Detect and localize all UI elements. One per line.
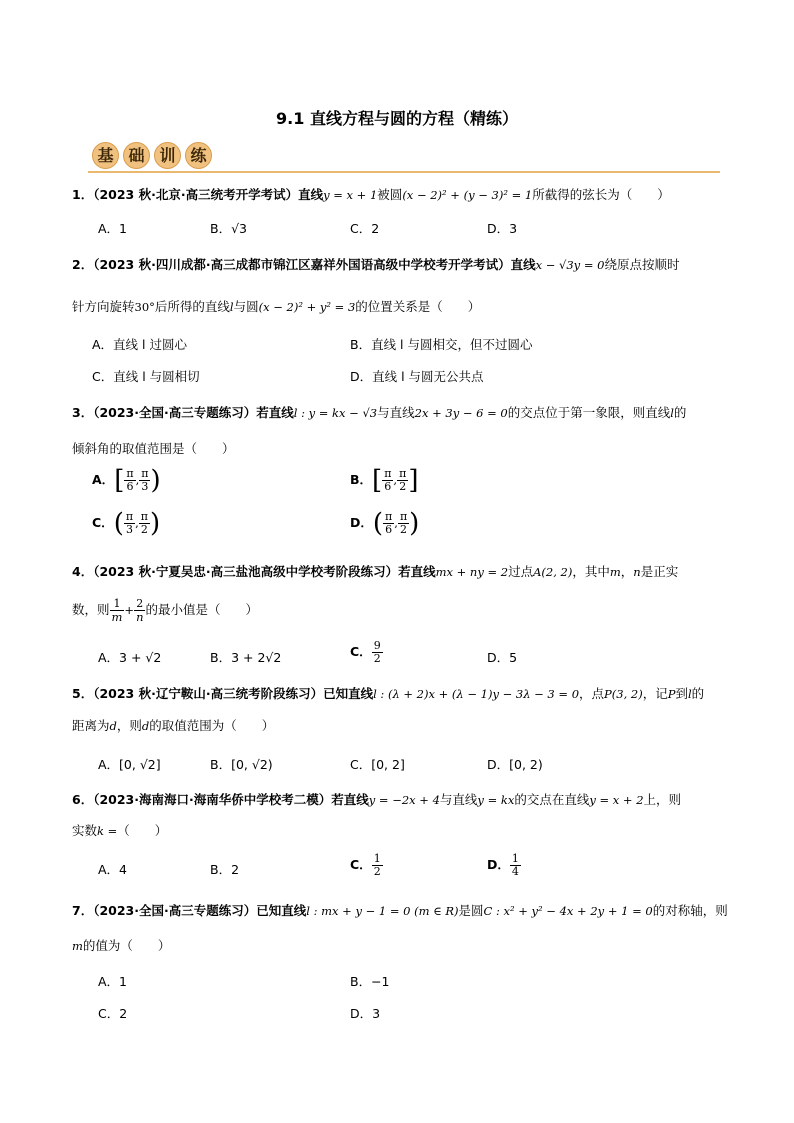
question-7-stem-line2: m的值为（ ） (72, 938, 171, 953)
question-3-stem-line2: 倾斜角的取值范围是（ ） (72, 441, 235, 456)
section-divider (88, 171, 720, 173)
q3-option-c[interactable]: C．( $\frac{\pi}{3}$ , $\frac{\pi}{2}$ ) (92, 508, 161, 539)
q3-option-a[interactable]: A．[ $\frac{\pi}{6}$ , $\frac{\pi}{3}$ ) (92, 465, 161, 496)
q6-option-a[interactable]: A．4 (98, 862, 128, 877)
q5-option-d[interactable]: D．[0, 2) (487, 757, 543, 772)
section-char-3: 训 (154, 142, 181, 169)
q6-option-b[interactable]: B．2 (210, 862, 240, 877)
question-3-stem-line1: 3．（2023·全国·高三专题练习）若直线l : y = kx − √3与直线2x + 3y − 6 = 0的交点位于第一象限，则直线l的 (72, 405, 687, 420)
question-7-stem-line1: 7．（2023·全国·高三专题练习）已知直线l : mx + y − 1 = 0 (m ∈ R)是圆C : x² + y² − 4x + 2y + 1 = 0的对称轴，则 (72, 903, 728, 918)
q4-option-c[interactable]: C． $\frac{9}{2}$ (350, 639, 381, 665)
q1-option-c[interactable]: C．2 (350, 221, 380, 236)
q7-option-b[interactable]: B．−1 (350, 974, 390, 989)
question-4-stem-line2: 数，则 $\frac{1}{m}$ + $\frac{2}{n}$ 的最小值是（ ） (72, 597, 258, 624)
question-2-stem-line1: 2．（2023 秋·四川成都·高三成都市锦江区嘉祥外国语高级中学校考开学考试）直线x − √3y = 0绕原点按顺时 (72, 257, 680, 272)
q5-option-a[interactable]: A．[0, √2] (98, 757, 161, 772)
q5-option-b[interactable]: B．[0, √2) (210, 757, 273, 772)
q1-option-b[interactable]: B．√3 (210, 221, 247, 236)
section-char-1: 基 (92, 142, 119, 169)
page-title: 9.1 直线方程与圆的方程（精练） (276, 109, 518, 128)
q5-option-c[interactable]: C．[0, 2] (350, 757, 405, 772)
q4-option-d[interactable]: D．5 (487, 650, 518, 665)
section-char-2: 础 (123, 142, 150, 169)
question-6-stem-line2: 实数k =（ ） (72, 823, 168, 838)
q7-option-c[interactable]: C．2 (98, 1006, 128, 1021)
q2-option-b[interactable]: B．直线 l 与圆相交，但不过圆心 (350, 337, 533, 352)
q1-option-d[interactable]: D．3 (487, 221, 518, 236)
q7-option-d[interactable]: D．3 (350, 1006, 381, 1021)
q4-option-b[interactable]: B．3 + 2√2 (210, 650, 282, 665)
section-header (88, 140, 720, 174)
question-6-stem-line1: 6．（2023·海南海口·海南华侨中学校考二模）若直线y = −2x + 4与直线y = kx的交点在直线y = x + 2上，则 (72, 792, 682, 807)
question-1-stem: 1．（2023 秋·北京·高三统考开学考试）直线y = x + 1被圆(x − 2)² + (y − 3)² = 1所截得的弦长为（ ） (72, 187, 670, 202)
q4-option-a[interactable]: A．3 + √2 (98, 650, 162, 665)
question-4-stem-line1: 4．（2023 秋·宁夏吴忠·高三盐池高级中学校考阶段练习）若直线mx + ny = 2过点A(2, 2)，其中m，n是正实 (72, 564, 679, 579)
question-5-stem-line1: 5．（2023 秋·辽宁鞍山·高三统考阶段练习）已知直线l : (λ + 2)x + (λ − 1)y − 3λ − 3 = 0，点P(3, 2)，记P到l的 (72, 686, 705, 701)
q3-option-b[interactable]: B．[ $\frac{\pi}{6}$ , $\frac{\pi}{2}$ ] (350, 465, 419, 496)
q6-option-c[interactable]: C． $\frac{1}{2}$ (350, 852, 381, 878)
question-5-stem-line2: 距离为d，则d的取值范围为（ ） (72, 718, 275, 733)
section-char-4: 练 (185, 142, 212, 169)
question-2-stem-line2: 针方向旋转30°后所得的直线l与圆(x − 2)² + y² = 3的位置关系是（ ） (72, 299, 481, 314)
q2-option-a[interactable]: A．直线 l 过圆心 (92, 337, 187, 352)
q7-option-a[interactable]: A．1 (98, 974, 128, 989)
q3-option-d[interactable]: D．( $\frac{\pi}{6}$ , $\frac{\pi}{2}$ ) (350, 508, 420, 539)
q6-option-d[interactable]: D． $\frac{1}{4}$ (487, 852, 519, 878)
q2-option-d[interactable]: D．直线 l 与圆无公共点 (350, 369, 484, 384)
q2-option-c[interactable]: C．直线 l 与圆相切 (92, 369, 200, 384)
q1-option-a[interactable]: A．1 (98, 221, 128, 236)
